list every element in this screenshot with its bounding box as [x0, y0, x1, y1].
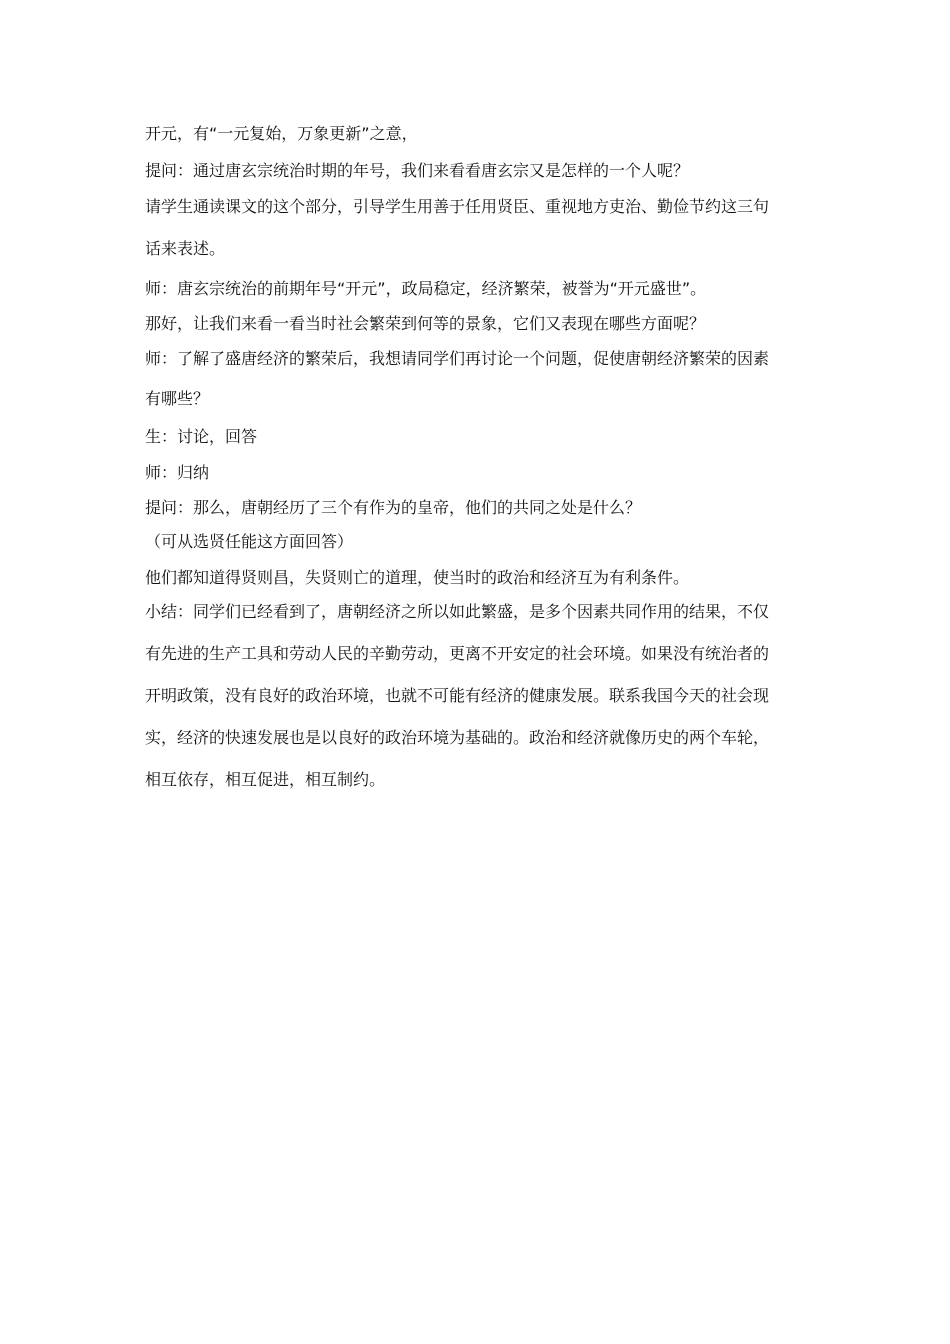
text-line: 请学生通读课文的这个部分，引导学生用善于任用贤臣、重视地方吏治、勤俭节约这三句 [145, 197, 770, 216]
text-line: 开元，有“一元复始，万象更新”之意， [145, 124, 418, 143]
text-line: 师：了解了盛唐经济的繁荣后，我想请同学们再讨论一个问题，促使唐朝经济繁荣的因素 [145, 349, 770, 368]
text-line: 提问：那么，唐朝经历了三个有作为的皇帝，他们的共同之处是什么？ [145, 498, 642, 517]
text-line: 有先进的生产工具和劳动人民的辛勤劳动，更离不开安定的社会环境。如果没有统治者的 [145, 644, 770, 663]
text-line: 那好，让我们来看一看当时社会繁荣到何等的景象，它们又表现在哪些方面呢？ [145, 314, 706, 333]
text-line: 有哪些？ [145, 389, 210, 408]
text-line: 小结：同学们已经看到了，唐朝经济之所以如此繁盛，是多个因素共同作用的结果，不仅 [145, 602, 770, 621]
text-line: 提问：通过唐玄宗统治时期的年号，我们来看看唐玄宗又是怎样的一个人呢？ [145, 161, 690, 180]
text-line: 话来表述。 [145, 239, 226, 258]
text-line: 开明政策，没有良好的政治环境，也就不可能有经济的健康发展。联系我国今天的社会现 [145, 686, 770, 705]
text-line: 相互依存，相互促进，相互制约。 [145, 770, 386, 789]
text-line: 师：归纳 [145, 463, 210, 482]
text-line: 实，经济的快速发展也是以良好的政治环境为基础的。政治和经济就像历史的两个车轮， [145, 728, 770, 747]
text-line: 师：唐玄宗统治的前期年号“开元”，政局稳定，经济繁荣，被誉为“开元盛世”。 [145, 279, 707, 298]
text-line: 生：讨论，回答 [145, 427, 258, 446]
text-line: 他们都知道得贤则昌，失贤则亡的道理，使当时的政治和经济互为有利条件。 [145, 568, 690, 587]
text-line: （可从选贤任能这方面回答） [145, 532, 354, 551]
